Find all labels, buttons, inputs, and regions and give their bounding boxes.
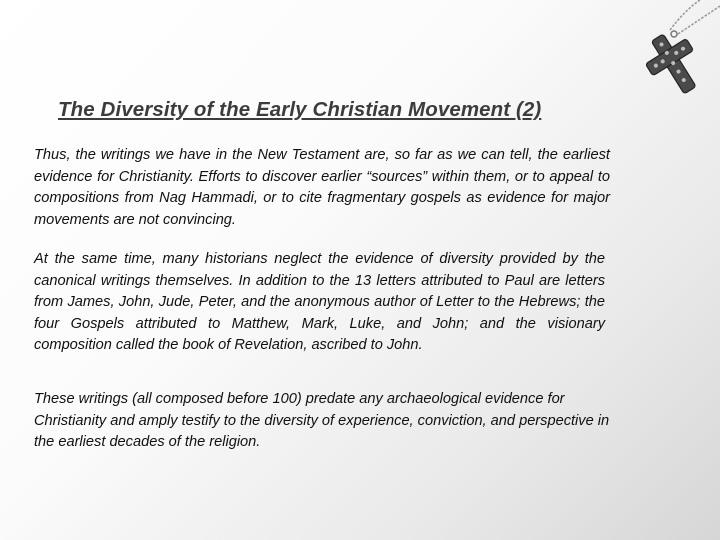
paragraph-3: These writings (all composed before 100) predate any archaeological evidence for Christianity and amply testify to the diversity of experience, conviction, and perspective in the earliest decades of the religion. bbox=[34, 391, 610, 450]
paragraph-2: At the same time, many historians neglect the evidence of diversity provided by the canonical writings themselves. In addition to the 13 letters attributed to Paul are letters from James, John, Jude, Peter, and the anonymous author of Letter to the Hebrews; the four Gospels attributed to Matthew, Mark, Luke, and John; and the visionary composition called the book of Revelation, ascribed to John. bbox=[34, 251, 605, 353]
paragraph-1: Thus, the writings we have in the New Testament are, so far as we can tell, the earliest evidence for Christianity. Efforts to discover earlier “sources” within them, or to appeal to compositions from Nag Hammadi, or to cite fragmentary gospels as evidence for major movements are not convincing. bbox=[34, 147, 610, 228]
slide-title: The Diversity of the Early Christian Movement (2) bbox=[58, 98, 542, 121]
cross-pendant-icon bbox=[610, 0, 720, 100]
